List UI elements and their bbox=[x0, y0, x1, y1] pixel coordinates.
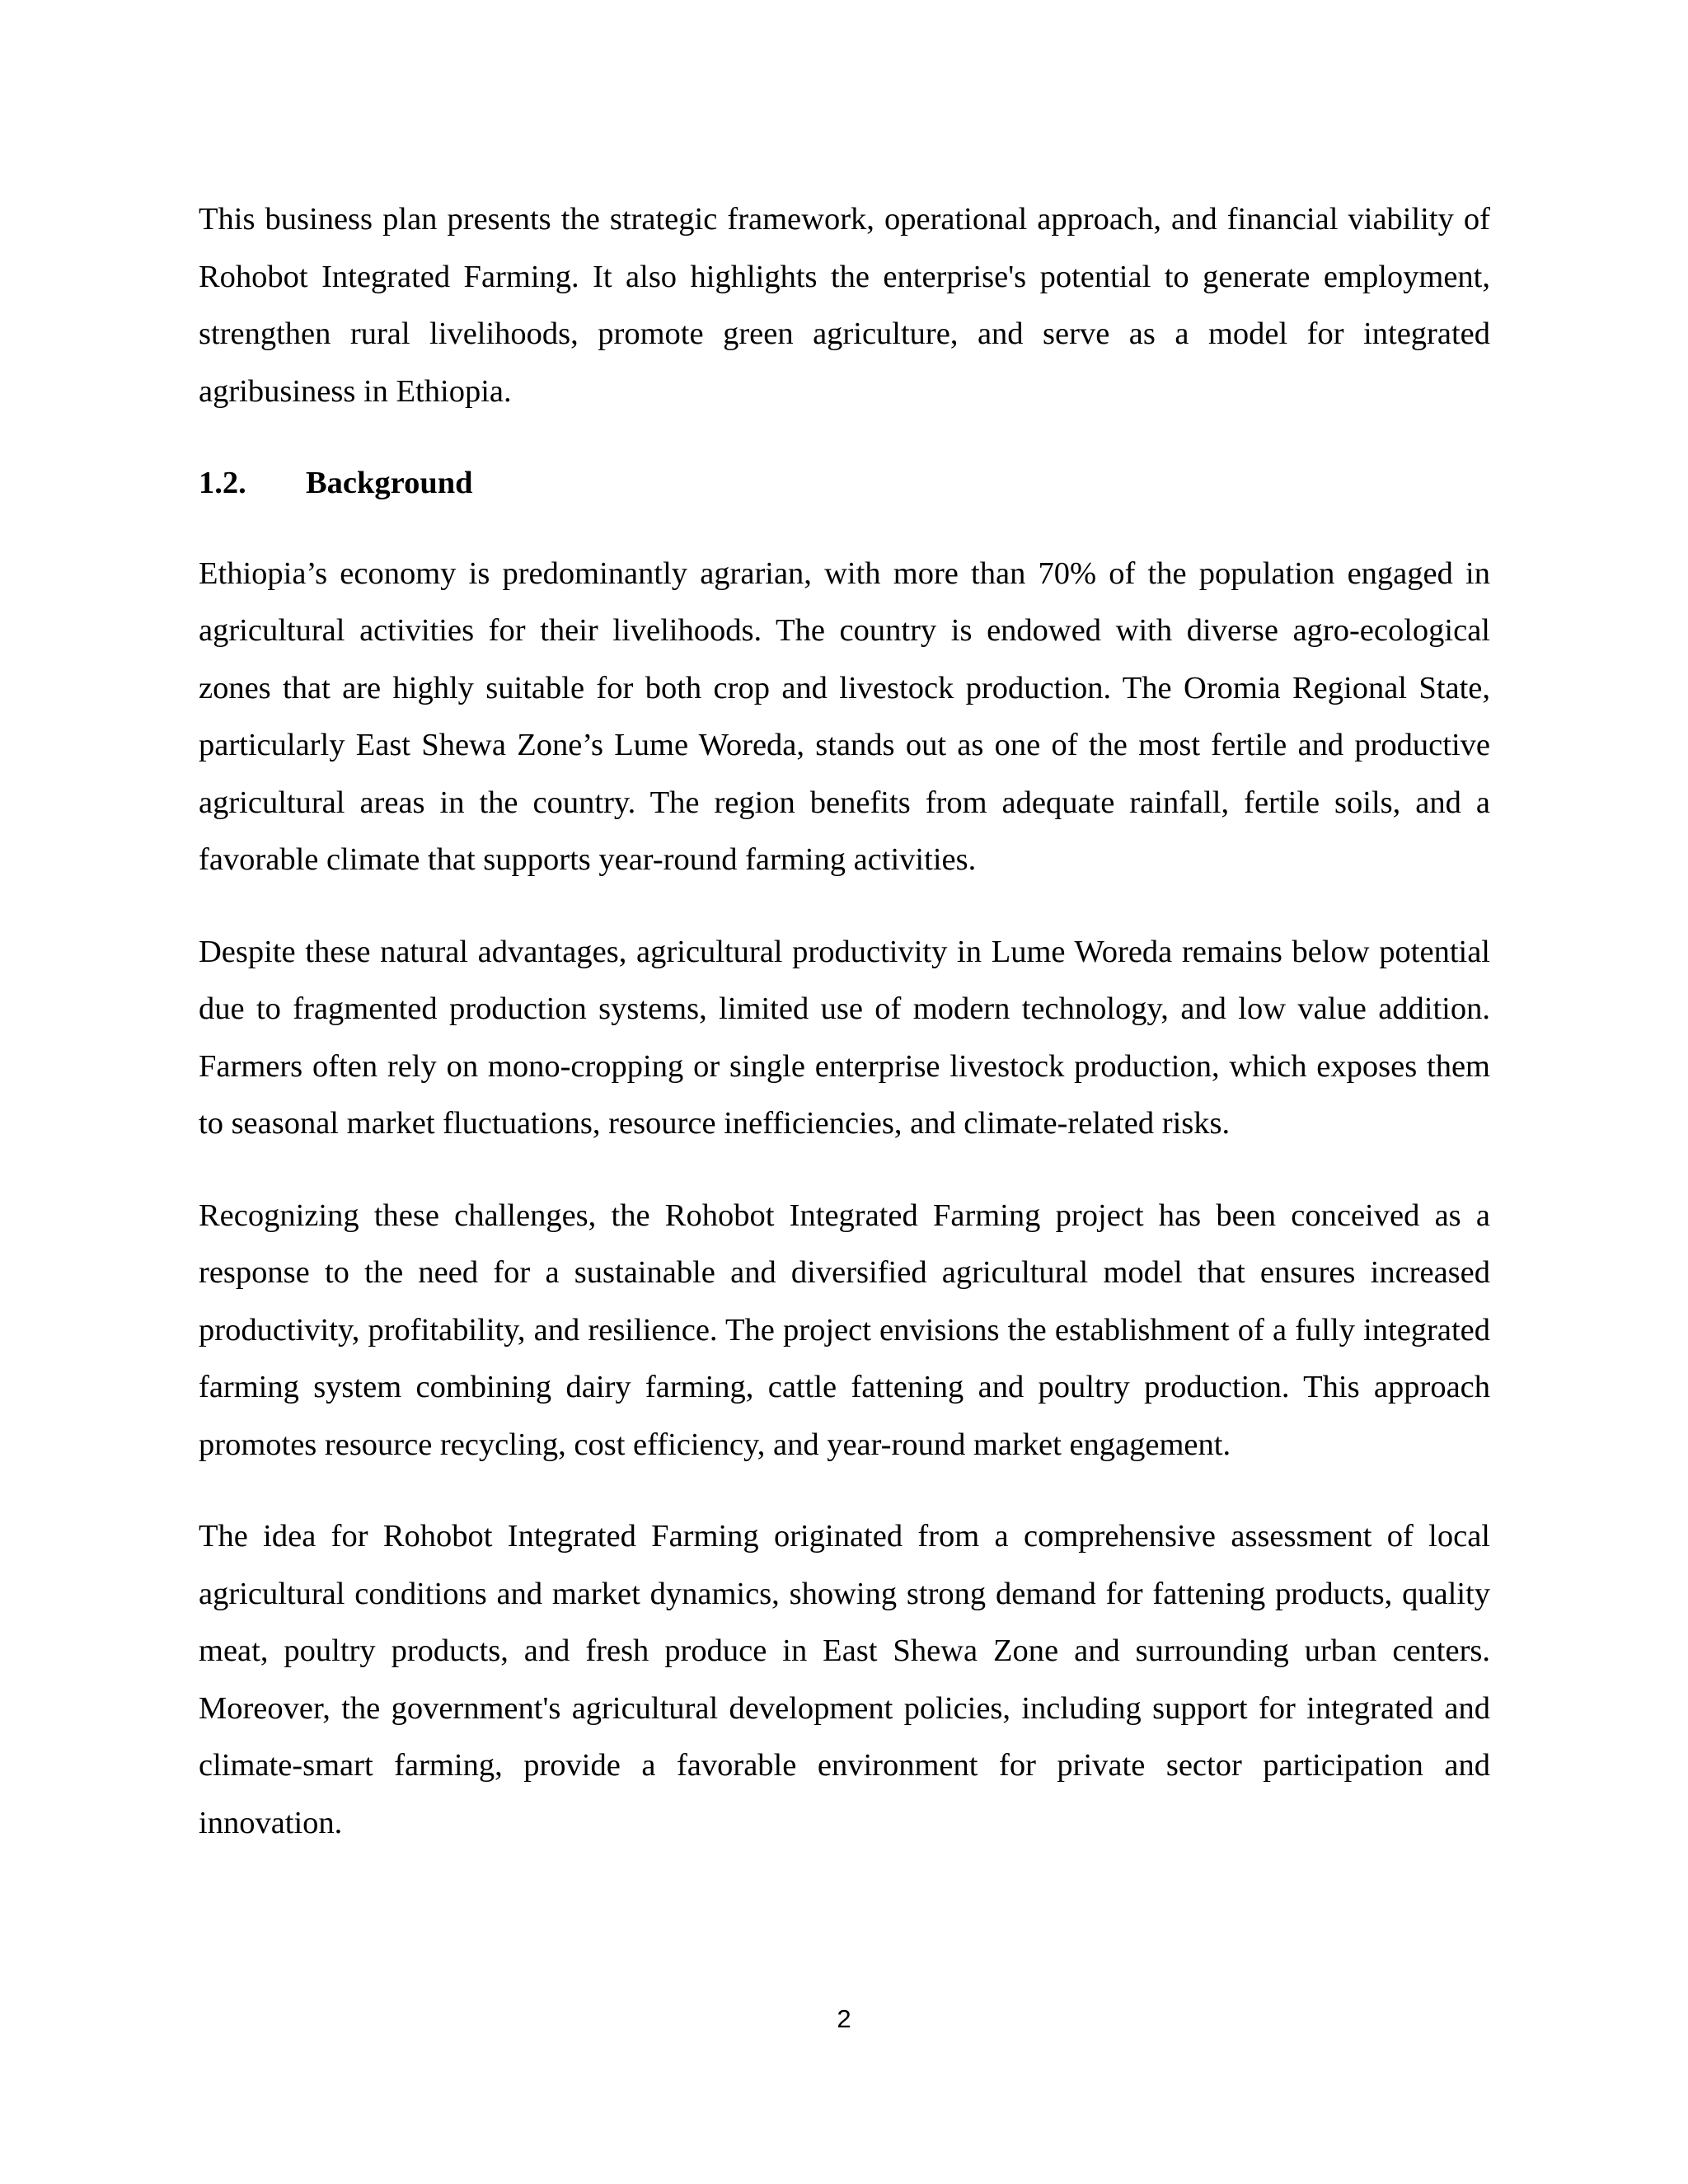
section-title: Background bbox=[306, 466, 473, 500]
background-paragraph-3: Recognizing these challenges, the Rohobot Integrated Farming project has been conceived as a response to the need for a sustainable and diversified agricultural model that ensures increased productivity, profitability, and resilience. The project envisions the establishment of a fully integrated farming system combining dairy farming, cattle fattening and poultry production. This approach promotes resource recycling, cost efficiency, and year-round market engagement. bbox=[199, 1197, 1490, 1462]
intro-paragraph: This business plan presents the strategic framework, operational approach, and financial viability of Rohobot Integrated Farming. It also highlights the enterprise's potential to generate employment, strengthen rural livelihoods, promote green agriculture, and serve as a model for integrated agribusiness in Ethiopia. bbox=[199, 202, 1490, 409]
page-body bbox=[199, 191, 1490, 1886]
background-paragraph-4: The idea for Rohobot Integrated Farming originated from a comprehensive assessment of local agricultural conditions and market dynamics, showing strong demand for fattening products, quality meat, poultry products, and fresh produce in East Shewa Zone and surrounding urban centers. Moreover, the government's agricultural development policies, including support for integrated and climate-smart farming, provide a favorable environment for private sector participation and innovation. bbox=[199, 1519, 1490, 1840]
page-number: 2 bbox=[837, 2004, 851, 2033]
background-paragraph-2: Despite these natural advantages, agricultural productivity in Lume Woreda remains below potential due to fragmented production systems, limited use of modern technology, and low value addition. Farmers often rely on mono-cropping or single enterprise livestock production, which exposes them to seasonal market fluctuations, resource inefficiencies, and climate-related risks. bbox=[199, 934, 1490, 1141]
section-heading bbox=[199, 455, 1490, 513]
section-number: 1.2. bbox=[199, 466, 246, 500]
background-paragraph-1: Ethiopia’s economy is predominantly agrarian, with more than 70% of the population engaged in agricultural activities for their livelihoods. The country is endowed with diverse agro-ecological zones that are highly suitable for both crop and livestock production. The Oromia Regional State, particularly East Shewa Zone’s Lume Woreda, stands out as one of the most fertile and productive agricultural areas in the country. The region benefits from adequate rainfall, fertile soils, and a favorable climate that supports year-round farming activities. bbox=[199, 555, 1490, 877]
